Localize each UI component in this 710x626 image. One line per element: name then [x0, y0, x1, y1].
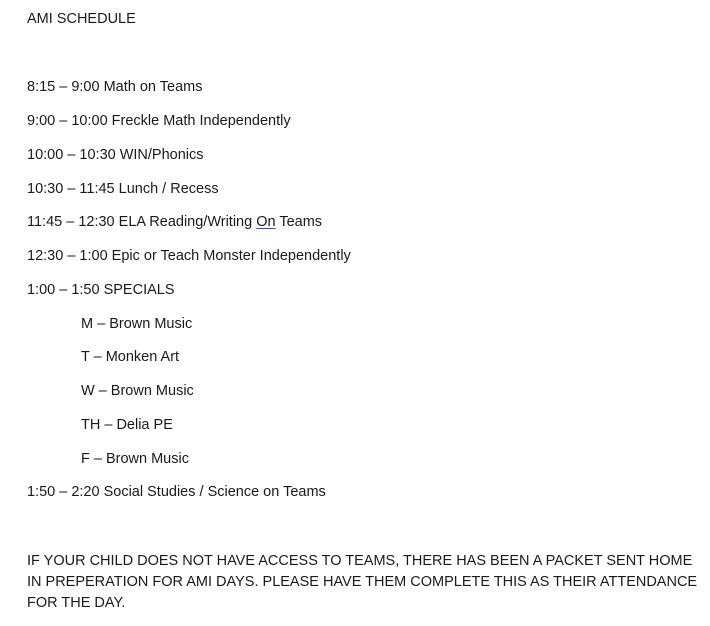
schedule-item: 1:00 – 1:50 SPECIALS	[27, 282, 175, 298]
schedule-item: 10:00 – 10:30 WIN/Phonics	[27, 147, 204, 163]
schedule-item-text: Teams	[275, 214, 323, 230]
schedule-item: 8:15 – 9:00 Math on Teams	[27, 79, 203, 95]
attendance-notice: IF YOUR CHILD DOES NOT HAVE ACCESS TO TEAMS, THERE HAS BEEN A PACKET SENT HOME IN PREPERATION FOR AMI DAYS. PLEASE HAVE THEM COMPLETE THIS AS THEIR ATTENDANCE FOR THE DAY.	[27, 553, 698, 611]
schedule-item: 10:30 – 11:45 Lunch / Recess	[27, 181, 219, 197]
specials-item: F – Brown Music	[81, 451, 189, 467]
schedule-item-text: 11:45 – 12:30 ELA Reading/Writing	[27, 214, 257, 230]
grammar-flagged-word[interactable]: On	[256, 214, 276, 230]
schedule-item: 12:30 – 1:00 Epic or Teach Monster Independently	[27, 248, 351, 264]
specials-item: TH – Delia PE	[81, 417, 173, 433]
schedule-item: 9:00 – 10:00 Freckle Math Independently	[27, 113, 291, 129]
specials-item: W – Brown Music	[81, 383, 194, 399]
schedule-item	[27, 213, 322, 231]
document-title: AMI SCHEDULE	[27, 11, 136, 27]
specials-item: M – Brown Music	[81, 316, 193, 332]
schedule-item: 1:50 – 2:20 Social Studies / Science on Teams	[27, 484, 326, 500]
specials-item: T – Monken Art	[81, 349, 180, 365]
